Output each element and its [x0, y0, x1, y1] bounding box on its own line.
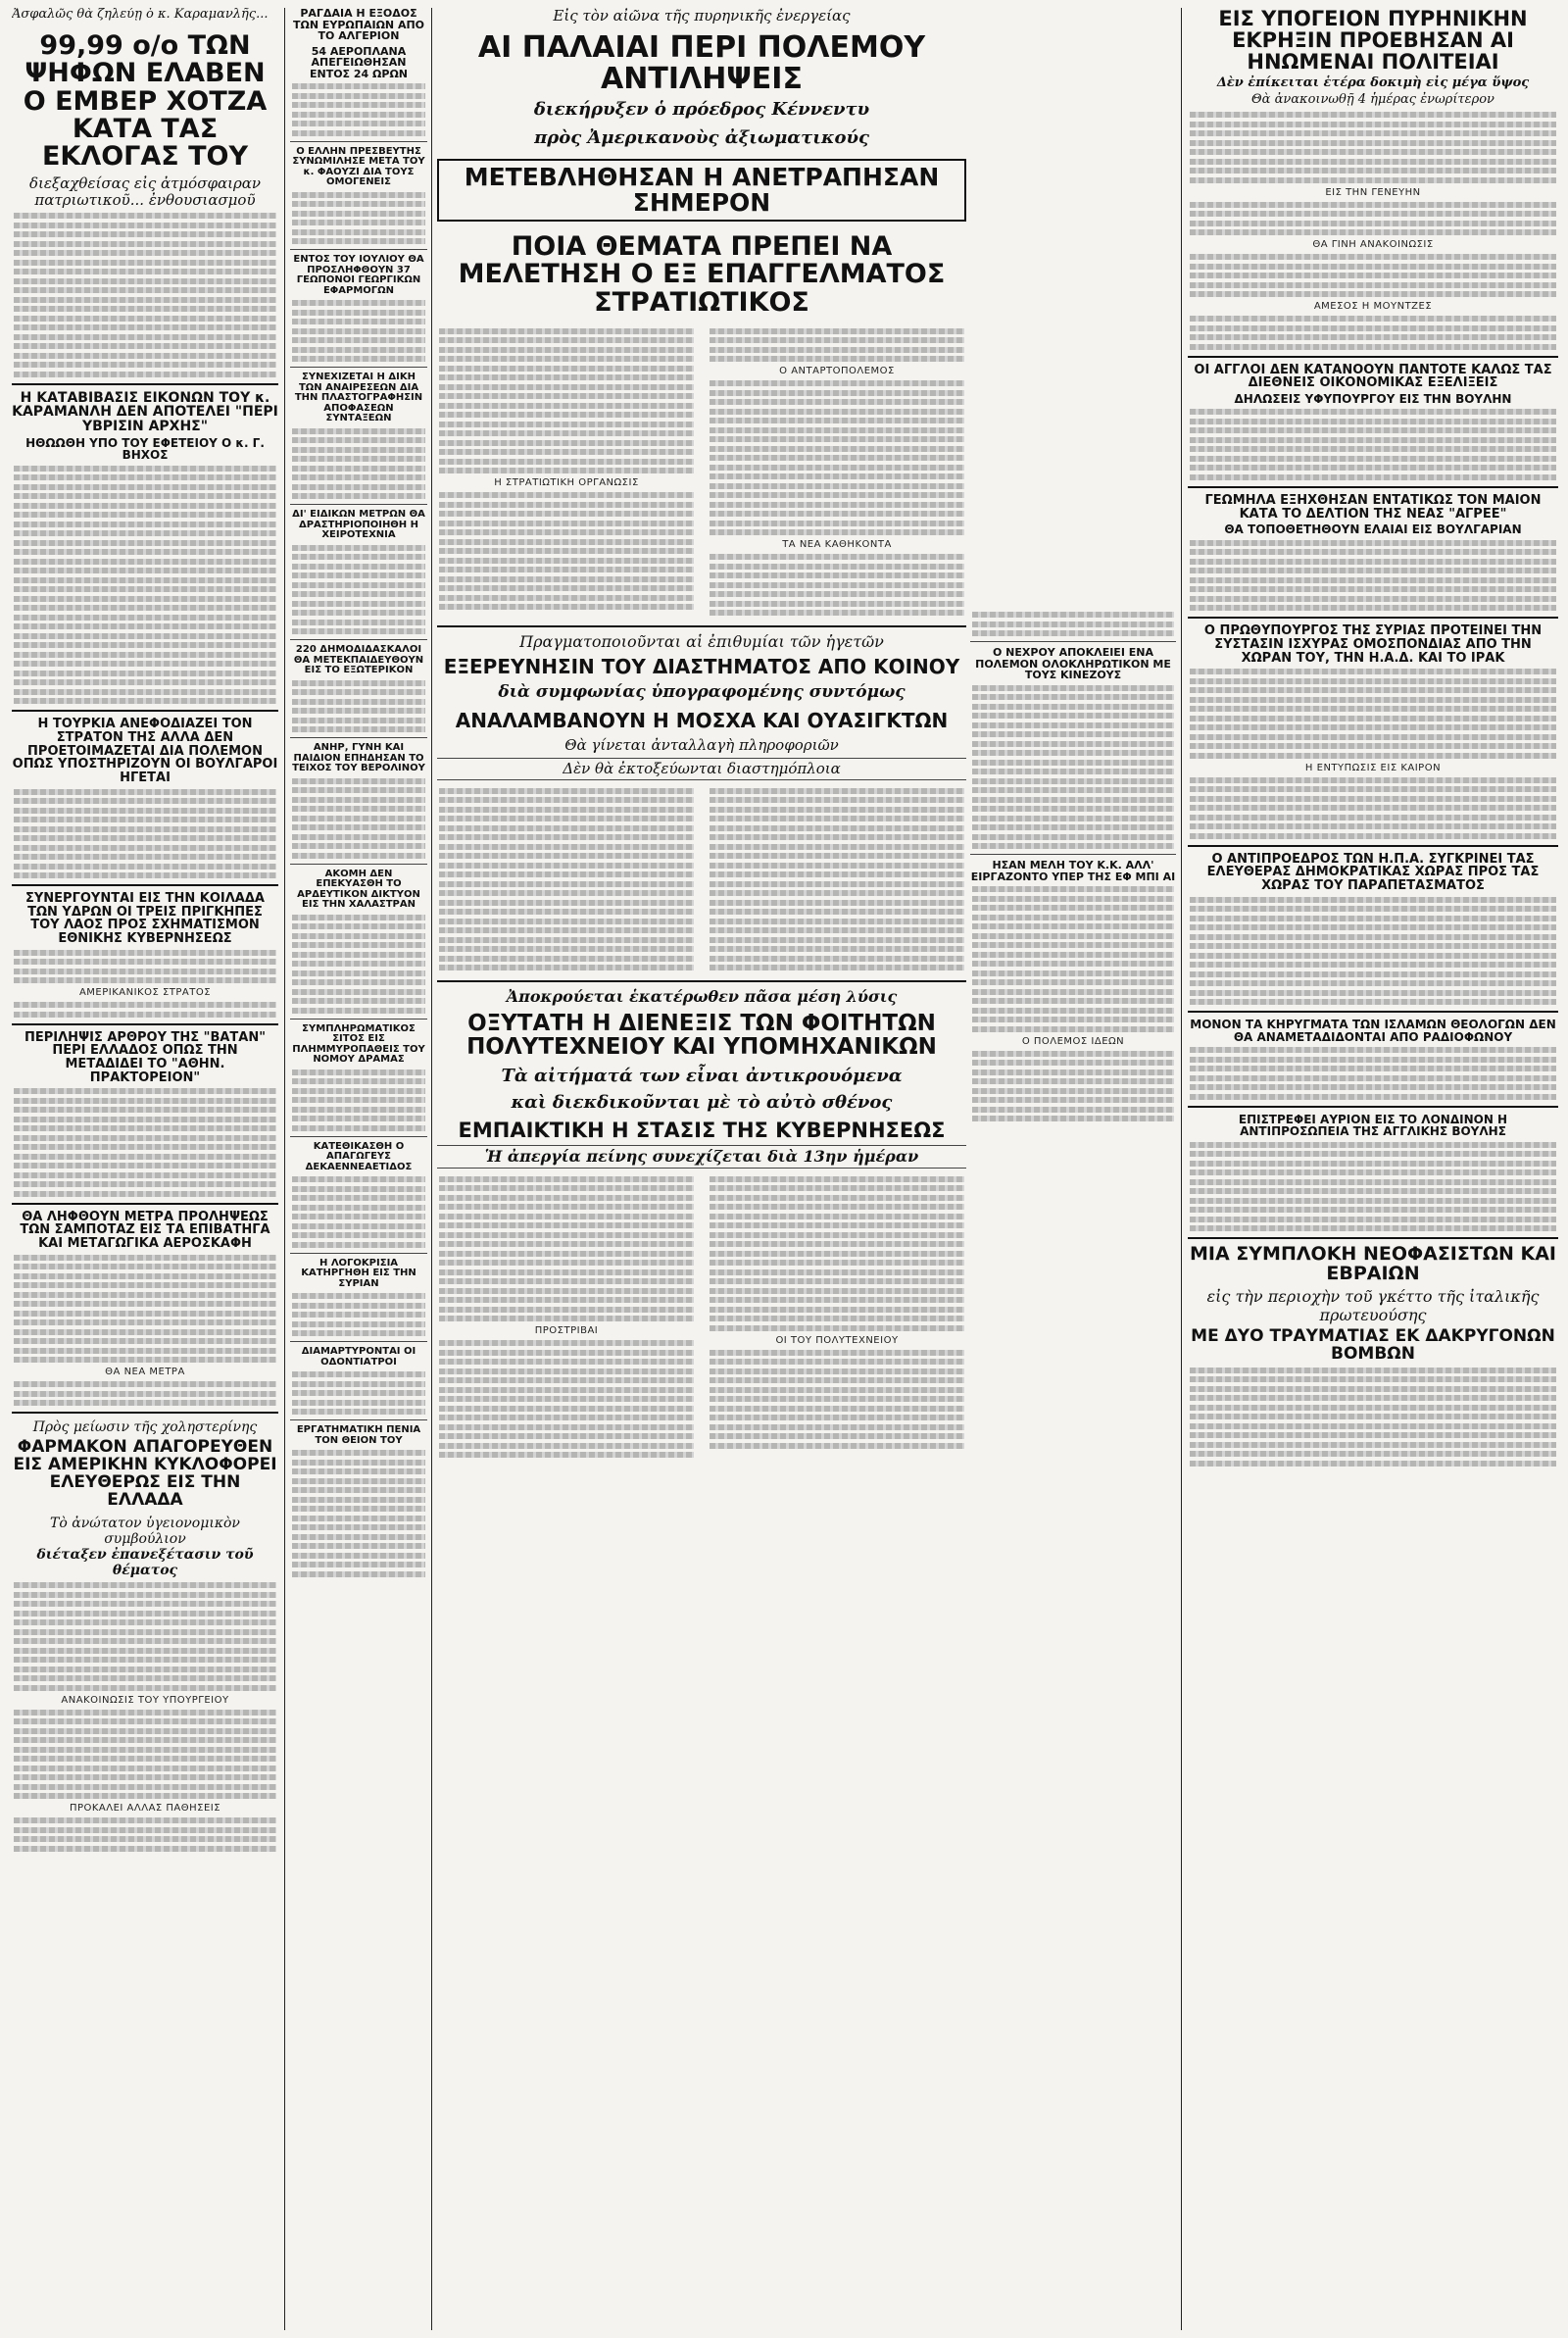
- section-caption: ΟΙ ΤΟΥ ΠΟΛΥΤΕΧΝΕΙΟΥ: [775, 1334, 899, 1346]
- subheadline: ΘΑ ΤΟΠΟΘΕΤΗΘΟΥΝ ΕΛΑΙΑΙ ΕΙΣ ΒΟΥΛΓΑΡΙΑΝ: [1224, 522, 1522, 537]
- section-caption: ΕΙΣ ΤΗΝ ΓΕΝΕΥΗΝ: [1325, 186, 1421, 198]
- headline: ΠΟΙΑ ΘΕΜΑΤΑ ΠΡΕΠΕΙ ΝΑ ΜΕΛΕΤΗΣΗ Ο ΕΞ ΕΠΑΓΓΕΛΜΑΤΟΣ ΣΤΡΑΤΙΩΤΙΚΟΣ: [458, 231, 946, 318]
- section-caption: ΠΡΟΣΤΡΙΒΑΙ: [534, 1325, 599, 1337]
- headline: ΣΥΝΕΧΙΖΕΤΑΙ Η ΔΙΚΗ ΤΩΝ ΑΝΑΙΡΕΣΕΩΝ ΔΙΑ ΤΗΝ ΠΛΑΣΤΟΓΡΑΦΗΣΙΝ ΑΠΟΦΑΣΕΩΝ ΣΥΝΤΑΞΕΩΝ: [294, 372, 423, 424]
- headline: ΜΕΤΕΒΛΗΘΗΣΑΝ Η ΑΝΕΤΡΑΠΗΣΑΝ ΣΗΜΕΡΟΝ: [437, 159, 966, 223]
- headline: ΕΜΠΑΙΚΤΙΚΗ Η ΣΤΑΣΙΣ ΤΗΣ ΚΥΒΕΡΝΗΣΕΩΣ: [458, 1118, 946, 1142]
- headline: Η ΚΑΤΑΒΙΒΑΣΙΣ ΕΙΚΟΝΩΝ ΤΟΥ κ. ΚΑΡΑΜΑΝΛΗ ΔΕΝ ΑΠΟΤΕΛΕΙ "ΠΕΡΙ ΥΒΡΙΣΙΝ ΑΡΧΗΣ": [12, 389, 278, 435]
- body-text: [1188, 112, 1558, 183]
- subheadline: Τὸ ἀνώτατον ὑγειονομικὸν συμβούλιον: [50, 1515, 240, 1547]
- body-text: [970, 612, 1176, 636]
- body-text: [290, 428, 427, 500]
- headline: Ο ΑΝΤΙΠΡΟΕΔΡΟΣ ΤΩΝ Η.Π.Α. ΣΥΓΚΡΙΝΕΙ ΤΑΣ ΕΛΕΥΘΕΡΑΣ ΔΗΜΟΚΡΑΤΙΚΑΣ ΧΩΡΑΣ ΠΡΟΣ ΤΑΣ ΧΩΡΑΣ ΤΟΥ ΠΑΡΑΠΕΤΑΣΜΑΤΟΣ: [1206, 851, 1540, 893]
- headline: ΗΣΑΝ ΜΕΛΗ ΤΟΥ Κ.Κ. ΑΛΛ' ΕΙΡΓΑΖΟΝΤΟ ΥΠΕΡ ΤΗΣ ΕΦ ΜΠΙ ΑΙ: [970, 859, 1176, 883]
- headline: ΕΡΓΑΤΗΜΑΤΙΚΗ ΠΕΝΙΑ ΤΟΝ ΘΕΙΟΝ ΤΟΥ: [296, 1424, 421, 1446]
- body-text: [290, 778, 427, 859]
- headline: ΕΠΙΣΤΡΕΦΕΙ ΑΥΡΙΟΝ ΕΙΣ ΤΟ ΛΟΝΔΙΝΟΝ Η ΑΝΤΙΠΡΟΣΩΠΕΙΑ ΤΗΣ ΑΓΓΛΙΚΗΣ ΒΟΥΛΗΣ: [1238, 1112, 1508, 1139]
- subheadline: Δὲν ἐπίκειται ἑτέρα δοκιμὴ εἰς μέγα ὕψος: [1216, 75, 1530, 91]
- subheadline: πρὸς Ἀμερικανοὺς ἀξιωματικούς: [534, 126, 869, 148]
- subheadline: εἰς τὴν περιοχὴν τοῦ γκέττο τῆς ἰταλικῆς πρωτευούσης: [1206, 1287, 1540, 1324]
- body-text: [12, 789, 278, 879]
- body-text: [1188, 254, 1558, 297]
- kicker: Ἀποκρούεται ἑκατέρωθεν πᾶσα μέση λύσις: [506, 986, 898, 1006]
- headline-main: ΑΙ ΠΑΛΑΙΑΙ ΠΕΡΙ ΠΟΛΕΜΟΥ ΑΝΤΙΛΗΨΕΙΣ: [477, 30, 926, 96]
- section-caption: ΘΑ ΝΕΑ ΜΕΤΡΑ: [105, 1367, 185, 1378]
- body-text: [12, 1817, 278, 1852]
- kicker: Πραγματοποιοῦνται αἱ ἐπιθυμίαι τῶν ἡγετῶν: [519, 631, 884, 651]
- headline: ΠΕΡΙΛΗΨΙΣ ΑΡΘΡΟΥ ΤΗΣ "ΒΑΤΑΝ" ΠΕΡΙ ΕΛΛΑΔΟΣ ΟΠΩΣ ΤΗΝ ΜΕΤΑΔΙΔΕΙ ΤΟ "ΑΘΗΝ. ΠΡΑΚΤΟΡΕΙΟΝ": [24, 1029, 266, 1085]
- body-text: [290, 300, 427, 362]
- kicker: Πρὸς μείωσιν τῆς χοληστερίνης: [32, 1419, 258, 1436]
- headline: ΡΑΓΔΑΙΑ Η ΕΞΟΔΟΣ ΤΩΝ ΕΥΡΩΠΑΙΩΝ ΑΠΟ ΤΟ ΑΛΓΕΡΙΟΝ: [292, 8, 425, 43]
- headline: ΕΞΕΡΕΥΝΗΣΙΝ ΤΟΥ ΔΙΑΣΤΗΜΑΤΟΣ ΑΠΟ ΚΟΙΝΟΥ: [443, 655, 960, 679]
- subheadline: Δὲν θὰ ἐκτοξεύωνται διαστημόπλοια: [437, 758, 966, 780]
- body-text: [290, 1371, 427, 1415]
- body-text: [1188, 540, 1558, 612]
- headline: 220 ΔΗΜΟΔΙΔΑΣΚΑΛΟΙ ΘΑ ΜΕΤΕΚΠΑΙΔΕΥΘΟΥΝ ΕΙΣ ΤΟ ΕΞΩΤΕΡΙΚΟΝ: [293, 644, 424, 676]
- headline: ΜΕ ΔΥΟ ΤΡΑΥΜΑΤΙΑΣ ΕΚ ΔΑΚΡΥΓΟΝΩΝ ΒΟΜΒΩΝ: [1191, 1326, 1555, 1364]
- body-text: [290, 1070, 427, 1131]
- section-caption: Ο ΑΝΤΑΡΤΟΠΟΛΕΜΟΣ: [779, 366, 895, 377]
- body-text: [1188, 777, 1558, 839]
- headline: Ο ΕΛΛΗΝ ΠΡΕΣΒΕΥΤΗΣ ΣΥΝΩΜΙΛΗΣΕ ΜΕΤΑ ΤΟΥ κ. ΦΑΟΥΖΙ ΔΙΑ ΤΟΥΣ ΟΜΟΓΕΝΕΙΣ: [292, 145, 425, 188]
- headline: ΦΑΡΜΑΚΟΝ ΑΠΑΓΟΡΕΥΘΕΝ ΕΙΣ ΑΜΕΡΙΚΗΝ ΚΥΚΛΟΦΟΡΕΙ ΕΛΕΥΘΕΡΩΣ ΕΙΣ ΤΗΝ ΕΛΛΑΔΑ: [13, 1437, 277, 1510]
- body-text: [1188, 897, 1558, 1006]
- body-text: [1188, 1047, 1558, 1100]
- body-text: [12, 1710, 278, 1800]
- headline: ΘΑ ΛΗΦΘΟΥΝ ΜΕΤΡΑ ΠΡΟΛΗΨΕΩΣ ΤΩΝ ΣΑΜΠΟΤΑΖ ΕΙΣ ΤΑ ΕΠΙΒΑΤΗΓΑ ΚΑΙ ΜΕΤΑΓΩΓΙΚΑ ΑΕΡΟΣΚΑΦΗ: [20, 1209, 270, 1252]
- subheadline: καὶ διεκδικοῦνται μὲ τὸ αὐτὸ σθένος: [511, 1091, 893, 1113]
- body-text: [290, 1293, 427, 1336]
- headline: ΟΞΥΤΑΤΗ Η ΔΙΕΝΕΞΙΣ ΤΩΝ ΦΟΙΤΗΤΩΝ ΠΟΛΥΤΕΧΝΕΙΟΥ ΚΑΙ ΥΠΟΜΗΧΑΝΙΚΩΝ: [466, 1010, 937, 1061]
- body-text: [1188, 409, 1558, 480]
- body-text: [290, 83, 427, 136]
- body-text: [1188, 669, 1558, 759]
- body-text: [970, 1051, 1176, 1122]
- body-text: [437, 1172, 966, 1462]
- headline-main: ΕΙΣ ΥΠΟΓΕΙΟΝ ΠΥΡΗΝΙΚΗΝ ΕΚΡΗΞΙΝ ΠΡΟΕΒΗΣΑΝ ΑΙ ΗΝΩΜΕΝΑΙ ΠΟΛΙΤΕΙΑΙ: [1218, 8, 1528, 75]
- body-text: [290, 1450, 427, 1577]
- headline: ΑΝΑΛΑΜΒΑΝΟΥΝ Η ΜΟΣΧΑ ΚΑΙ ΟΥΑΣΙΓΚΤΩΝ: [455, 708, 949, 732]
- subheadline: Ἡ ἀπεργία πείνης συνεχίζεται διὰ 13ην ἡμέραν: [437, 1145, 966, 1169]
- body-text: [437, 324, 966, 620]
- subheadline: διεκήρυξεν ὁ πρόεδρος Κέννεντυ: [533, 99, 870, 121]
- section-caption: ΑΜΕΣΟΣ Η ΜΟΥΝΤΖΕΣ: [1313, 301, 1433, 313]
- headline: Ο ΝΕΧΡΟΥ ΑΠΟΚΛΕΙΕΙ ΕΝΑ ΠΟΛΕΜΟΝ ΟΛΟΚΛΗΡΩΤΙΚΟΝ ΜΕ ΤΟΥΣ ΚΙΝΕΖΟΥΣ: [975, 646, 1171, 682]
- body-text: [290, 915, 427, 1014]
- body-text: [12, 1582, 278, 1691]
- column-3: [437, 8, 966, 2330]
- headline: Ο ΠΡΩΘΥΠΟΥΡΓΟΣ ΤΗΣ ΣΥΡΙΑΣ ΠΡΟΤΕΙΝΕΙ ΤΗΝ ΣΥΣΤΑΣΙΝ ΙΣΧΥΡΑΣ ΟΜΟΣΠΟΝΔΙΑΣ ΑΠΟ ΤΗΝ ΧΩΡΑΝ ΤΟΥ, ΤΗΝ Η.Α.Δ. ΚΑΙ ΤΟ ΙΡΑΚ: [1203, 623, 1543, 666]
- headline: ΜΙΑ ΣΥΜΠΛΟΚΗ ΝΕΟΦΑΣΙΣΤΩΝ ΚΑΙ ΕΒΡΑΙΩΝ: [1190, 1243, 1556, 1285]
- subheadline: διέταξεν ἐπανεξέτασιν τοῦ θέματος: [36, 1546, 254, 1578]
- headline: Η ΤΟΥΡΚΙΑ ΑΝΕΦΟΔΙΑΖΕΙ ΤΟΝ ΣΤΡΑΤΟΝ ΤΗΣ ΑΛΛΑ ΔΕΝ ΠΡΟΕΤΟΙΜΑΖΕΤΑΙ ΔΙΑ ΠΟΛΕΜΟΝ ΟΠΩΣ ΥΠΟΣΤΗΡΙΖΟΥΝ ΟΙ ΒΟΥΛΓΑΡΟΙ ΗΓΕΤΑΙ: [12, 717, 278, 785]
- column-1: [12, 8, 278, 2330]
- column-4: [970, 608, 1176, 2330]
- section-caption: Η ΣΤΡΑΤΙΩΤΙΚΗ ΟΡΓΑΝΩΣΙΣ: [494, 477, 639, 489]
- body-text: [1188, 202, 1558, 236]
- section-caption: ΠΡΟΚΑΛΕΙ ΑΛΛΑΣ ΠΑΘΗΣΕΙΣ: [69, 1803, 221, 1814]
- headline: ΓΕΩΜΗΛΑ ΕΞΗΧΘΗΣΑΝ ΕΝΤΑΤΙΚΩΣ ΤΟΝ ΜΑΙΟΝ ΚΑΤΑ ΤΟ ΔΕΛΤΙΟΝ ΤΗΣ ΝΕΑΣ "ΑΓΡΕΕ": [1204, 492, 1542, 522]
- body-text: [12, 1088, 278, 1197]
- body-text: [12, 466, 278, 705]
- subheadline: ΗΘΩΩΘΗ ΥΠΟ ΤΟΥ ΕΦΕΤΕΙΟΥ Ο κ. Γ. ΒΗΧΟΣ: [25, 435, 265, 463]
- body-text: [1188, 316, 1558, 350]
- kicker: Εἰς τὸν αἰῶνα τῆς πυρηνικῆς ἐνεργείας: [553, 8, 851, 25]
- section-caption: ΤΑ ΝΕΑ ΚΑΘΗΚΟΝΤΑ: [782, 539, 892, 551]
- headline: ΣΥΜΠΛΗΡΩΜΑΤΙΚΟΣ ΣΙΤΟΣ ΕΙΣ ΠΛΗΜΜΥΡΟΠΑΘΕΙΣ ΤΟΥ ΝΟΜΟΥ ΔΡΑΜΑΣ: [292, 1022, 425, 1066]
- subheadline: διὰ συμφωνίας ὑπογραφομένης συντόμως: [498, 682, 906, 703]
- headline: ΑΝΗΡ, ΓΥΝΗ ΚΑΙ ΠΑΙΔΙΟΝ ΕΠΗΔΗΣΑΝ ΤΟ ΤΕΙΧΟΣ ΤΟΥ ΒΕΡΟΛΙΝΟΥ: [292, 742, 425, 774]
- body-text: [290, 545, 427, 635]
- section-caption: ΑΜΕΡΙΚΑΝΙΚΟΣ ΣΤΡΑΤΟΣ: [78, 987, 212, 999]
- section-caption: Ο ΠΟΛΕΜΟΣ ΙΔΕΩΝ: [1021, 1035, 1125, 1047]
- body-text: [1188, 1368, 1558, 1467]
- column-rule: [284, 8, 285, 2330]
- body-text: [437, 784, 966, 974]
- body-text: [12, 1381, 278, 1406]
- body-text: [1188, 1142, 1558, 1232]
- headline: ΑΚΟΜΗ ΔΕΝ ΕΠΕΚΥΑΣΘΗ ΤΟ ΑΡΔΕΥΤΙΚΟΝ ΔΙΚΤΥΟΝ ΕΙΣ ΤΗΝ ΧΑΛΑΣΤΡΑΝ: [297, 868, 420, 911]
- subheadline: Τὰ αἰτήματά των εἶναι ἀντικρουόμενα: [501, 1066, 903, 1087]
- subheadline: ΔΗΛΩΣΕΙΣ ΥΦΥΠΟΥΡΓΟΥ ΕΙΣ ΤΗΝ ΒΟΥΛΗΝ: [1234, 391, 1512, 406]
- section-caption: ΑΝΑΚΟΙΝΩΣΙΣ ΤΟΥ ΥΠΟΥΡΓΕΙΟΥ: [61, 1694, 229, 1706]
- headline: ΜΟΝΟΝ ΤΑ ΚΗΡΥΓΜΑΤΑ ΤΩΝ ΙΣΛΑΜΩΝ ΘΕΟΛΟΓΩΝ ΔΕΝ ΘΑ ΑΝΑΜΕΤΑΔΙΔΟΝΤΑΙ ΑΠΟ ΡΑΔΙΟΦΩΝΟΥ: [1190, 1018, 1556, 1044]
- section-caption: ΘΑ ΓΙΝΗ ΑΝΑΚΟΙΝΩΣΙΣ: [1312, 239, 1434, 251]
- kicker: Ἀσφαλῶς θὰ ζηλεύῃ ὁ κ. Καραμανλῆς...: [12, 8, 269, 22]
- subheadline: 54 ΑΕΡΟΠΛΑΝΑ ΑΠΕΓΕΙΩΘΗΣΑΝ ΕΝΤΟΣ 24 ΩΡΩΝ: [309, 44, 409, 80]
- headline: ΔΙΑΜΑΡΤΥΡΟΝΤΑΙ ΟΙ ΟΔΟΝΤΙΑΤΡΟΙ: [301, 1346, 416, 1368]
- headline: ΚΑΤΕΘΙΚΑΣΘΗ Ο ΑΠΑΓΩΓΕΥΣ ΔΕΚΑΕΝΝΕΑΕΤΙΔΟΣ: [305, 1140, 413, 1172]
- column-2: [290, 8, 427, 2330]
- body-text: [12, 1255, 278, 1364]
- headline: Η ΛΟΓΟΚΡΙΣΙΑ ΚΑΤΗΡΓΗΘΗ ΕΙΣ ΤΗΝ ΣΥΡΙΑΝ: [301, 1257, 416, 1289]
- headline: ΔΙ' ΕΙΔΙΚΩΝ ΜΕΤΡΩΝ ΘΑ ΔΡΑΣΤΗΡΙΟΠΟΙΗΘΗ Η ΧΕΙΡΟΤΕΧΝΙΑ: [292, 509, 425, 541]
- headline: ΟΙ ΑΓΓΛΟΙ ΔΕΝ ΚΑΤΑΝΟΟΥΝ ΠΑΝΤΟΤΕ ΚΑΛΩΣ ΤΑΣ ΔΙΕΘΝΕΙΣ ΟΙΚΟΝΟΜΙΚΑΣ ΕΞΕΛΙΞΕΙΣ: [1194, 362, 1552, 391]
- body-text: [290, 1176, 427, 1248]
- body-text: [290, 192, 427, 245]
- subheadline: διεξαχθείσας εἰς ἀτμόσφαιραν πατριωτικοῦ... ἐνθουσιασμοῦ: [28, 174, 262, 209]
- headline: ΣΥΝΕΡΓΟΥΝΤΑΙ ΕΙΣ ΤΗΝ ΚΟΙΛΑΔΑ ΤΩΝ ΥΔΡΩΝ ΟΙ ΤΡΕΙΣ ΠΡΙΓΚΗΠΕΣ ΤΟΥ ΛΑΟΣ ΠΡΟΣ ΣΧΗΜΑΤΙΣΜΟΝ ΕΘΝΙΚΗΣ ΚΥΒΕΡΝΗΣΕΩΣ: [25, 891, 265, 947]
- body-text: [970, 886, 1176, 1032]
- subheadline: Θὰ γίνεται ἀνταλλαγὴ πληροφοριῶν: [564, 735, 839, 754]
- column-rule: [431, 8, 432, 2330]
- column-rule: [1181, 8, 1182, 2330]
- body-text: [970, 685, 1176, 850]
- body-text: [12, 1002, 278, 1018]
- body-text: [290, 680, 427, 733]
- body-text: [12, 213, 278, 377]
- section-caption: Η ΕΝΤΥΠΩΣΙΣ ΕΙΣ ΚΑΙΡΟΝ: [1304, 762, 1442, 773]
- body-text: [12, 950, 278, 984]
- subheadline: Θὰ ἀνακοινωθῇ 4 ἡμέρας ἐνωρίτερον: [1251, 92, 1494, 108]
- headline-main: 99,99 ο/ο ΤΩΝ ΨΗΦΩΝ ΕΛΑΒΕΝ Ο ΕΜΒΕΡ ΧΟΤΖΑ ΚΑΤΑ ΤΑΣ ΕΚΛΟΓΑΣ ΤΟΥ: [23, 29, 268, 173]
- headline: ΕΝΤΟΣ ΤΟΥ ΙΟΥΛΙΟΥ ΘΑ ΠΡΟΣΛΗΦΘΟΥΝ 37 ΓΕΩΠΟΝΟΙ ΓΕΩΡΓΙΚΩΝ ΕΦΑΡΜΟΓΩΝ: [293, 254, 424, 296]
- column-5: [1188, 8, 1558, 2330]
